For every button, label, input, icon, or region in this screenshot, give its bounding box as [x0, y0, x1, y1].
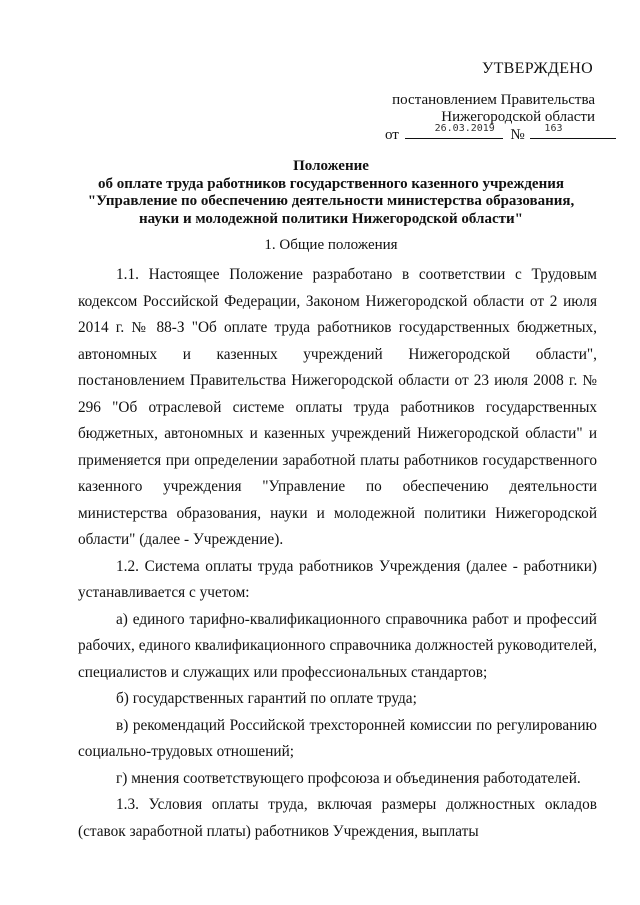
document-title — [60, 158, 602, 228]
list-item-a: а) единого тарифно-квалификационного справочника работ и профессий рабочих, единого квалификационного справочника должностей руководителей, специалистов и служащих или профессиональных стандартов; — [78, 610, 597, 681]
decree-number: 163 — [544, 123, 563, 134]
paragraph-1-2: 1.2. Система оплаты труда работников Учреждения (далее - работники) устанавливается с учетом: — [78, 557, 597, 601]
title-line-4: науки и молодежной политики Нижегородской области" — [139, 210, 523, 227]
list-item-v: в) рекомендаций Российской трехсторонней комиссии по регулированию социально-трудовых отношений; — [78, 716, 597, 760]
title-line-1: Положение — [293, 158, 369, 174]
document-body — [78, 262, 597, 845]
number-label: № — [510, 127, 525, 143]
from-label: от — [385, 127, 399, 143]
list-item-b: б) государственных гарантий по оплате труда; — [116, 690, 417, 707]
paragraph-1-3: 1.3. Условия оплаты труда, включая размеры должностных окладов (ставок заработной платы) работников Учреждения, выплаты — [78, 796, 597, 840]
section-heading: 1. Общие положения — [264, 237, 398, 253]
number-field — [530, 124, 616, 139]
paragraph-1-1: 1.1. Настоящее Положение разработано в соответствии с Трудовым кодексом Российской Федерации, Законом Нижегородской области от 2 июля 2014 г. № 88-З "Об оплате труда работников государственных бюджетных, автономных и казенных учреждений Нижегородской области", постановлением Правительства Нижегородской области от 23 июля 2008 г. № 296 "Об отраслевой системе оплаты труда работников государственных бюджетных, автономных и казенных учреждений Нижегородской области" и применяется при определении заработной платы работников государственного казенного учреждения "Управление по обеспечению деятельности министерства образования, науки и молодежной политики Нижегородской области" (далее - Учреждение). — [78, 266, 597, 548]
approval-stamp: УТВЕРЖДЕНО — [481, 60, 593, 77]
decree-date-number — [385, 124, 616, 144]
list-item-g: г) мнения соответствующего профсоюза и объединения работодателей. — [116, 769, 581, 787]
issuer-line-1: постановлением Правительства — [392, 92, 595, 108]
title-line-2: об оплате труда работников государственного казенного учреждения — [97, 175, 564, 192]
date-field — [405, 124, 503, 139]
decree-date: 26.03.2019 — [434, 123, 495, 134]
title-line-3: "Управление по обеспечению деятельности министерства образования, — [87, 193, 575, 209]
issuer-line-2: Нижегородской области — [441, 109, 595, 125]
